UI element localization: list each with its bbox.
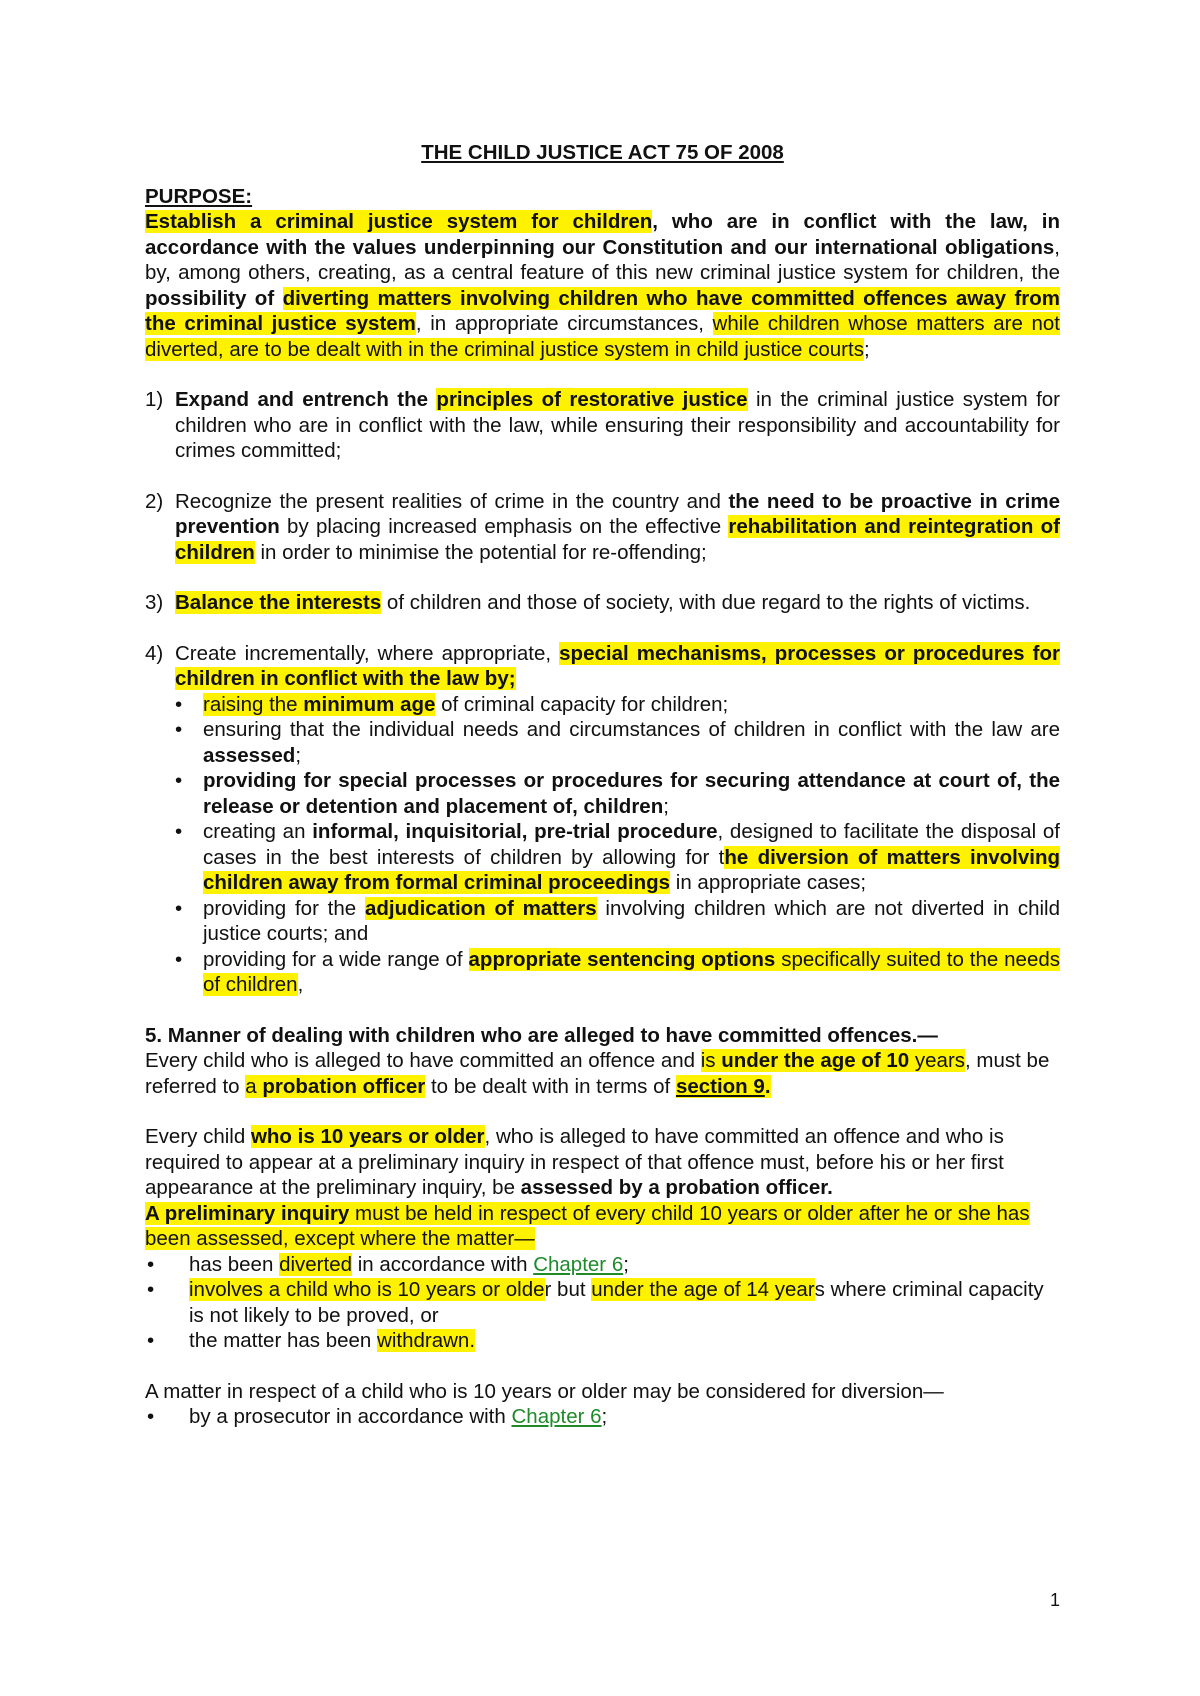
- section-5-paragraph-3: A preliminary inquiry must be held in respect of every child 10 years or older after he or she has been assessed, except where the matter—: [145, 1201, 1030, 1250]
- item-4-list: [145, 692, 1060, 998]
- item-3: 3) Balance the interests of children and those of society, with due regard to the rights of victims.: [145, 591, 1031, 614]
- item-2: 2) Recognize the present realities of crime in the country and the need to be proactive in crime prevention by placing increased emphasis on the effective rehabilitation and reintegration of children in order to minimise the potential for re-offending;: [145, 489, 1061, 564]
- purpose-heading: PURPOSE:: [145, 184, 253, 208]
- section-5-paragraph-1: Every child who is alleged to have committed an offence and is under the age of 10 years, must be referred to a probation officer to be dealt with in terms of section 9.: [145, 1049, 1050, 1098]
- chapter-6-link[interactable]: Chapter 6: [533, 1252, 624, 1276]
- section-5-paragraph-2: Every child who is 10 years or older, who is alleged to have committed an offence and who is required to appear at a preliminary inquiry in respect of that offence must, before his or her first appearance at the preliminary inquiry, be assessed by a probation officer.: [145, 1125, 1004, 1199]
- document-page: [145, 140, 1060, 1455]
- section-5-heading: 5. Manner of dealing with children who are alleged to have committed offences.—: [145, 1023, 938, 1047]
- list-item: • has been diverted in accordance with Chapter 6;: [145, 1252, 1060, 1278]
- diversion-list: [145, 1404, 1060, 1430]
- chapter-6-link[interactable]: Chapter 6: [511, 1405, 602, 1428]
- list-item: • raising the minimum age of criminal capacity for children;: [145, 692, 1060, 718]
- list-item: • creating an informal, inquisitorial, pre-trial procedure, designed to facilitate the disposal of cases in the best interests of children by allowing for the diversion of matters involving children away from formal criminal proceedings in appropriate cases;: [145, 819, 1060, 896]
- list-item: • providing for the adjudication of matters involving children which are not diverted in child justice courts; and: [145, 896, 1060, 947]
- page-number: 1: [1049, 1590, 1060, 1610]
- list-item: • involves a child who is 10 years or older but under the age of 14 years where criminal capacity is not likely to be proved, or: [145, 1277, 1060, 1328]
- list-item: • the matter has been withdrawn.: [145, 1328, 1060, 1354]
- list-item: • ensuring that the individual needs and circumstances of children in conflict with the law are assessed;: [145, 717, 1060, 768]
- item-4: 4) Create incrementally, where appropriate, special mechanisms, processes or procedures for children in conflict with the law by;: [145, 641, 1061, 690]
- list-item: • by a prosecutor in accordance with Chapter 6;: [145, 1404, 1060, 1430]
- item-1: 1) Expand and entrench the principles of restorative justice in the criminal justice system for children who are in conflict with the law, while ensuring their responsibility and accountability for crimes committed;: [145, 388, 1060, 462]
- purpose-paragraph: Establish a criminal justice system for children, who are in conflict with the law, in accordance with the values underpinning our Constitution and our international obligations, by, among others, creating, as a central feature of this new criminal justice system for children, the possibility of diverting matters involving children who have committed offences away from the criminal justice system, in appropriate circumstances, while children whose matters are not diverted, are to be dealt with in the criminal justice system in child justice courts;: [145, 210, 1060, 361]
- section-5-paragraph-4: A matter in respect of a child who is 10 years or older may be considered for diversion—: [145, 1379, 944, 1403]
- section-5-list: [145, 1252, 1060, 1354]
- document-title: THE CHILD JUSTICE ACT 75 OF 2008: [421, 141, 784, 164]
- list-item: • providing for special processes or procedures for securing attendance at court of, the release or detention and placement of, children;: [145, 768, 1060, 819]
- list-item: • providing for a wide range of appropriate sentencing options specifically suited to the needs of children,: [145, 947, 1060, 998]
